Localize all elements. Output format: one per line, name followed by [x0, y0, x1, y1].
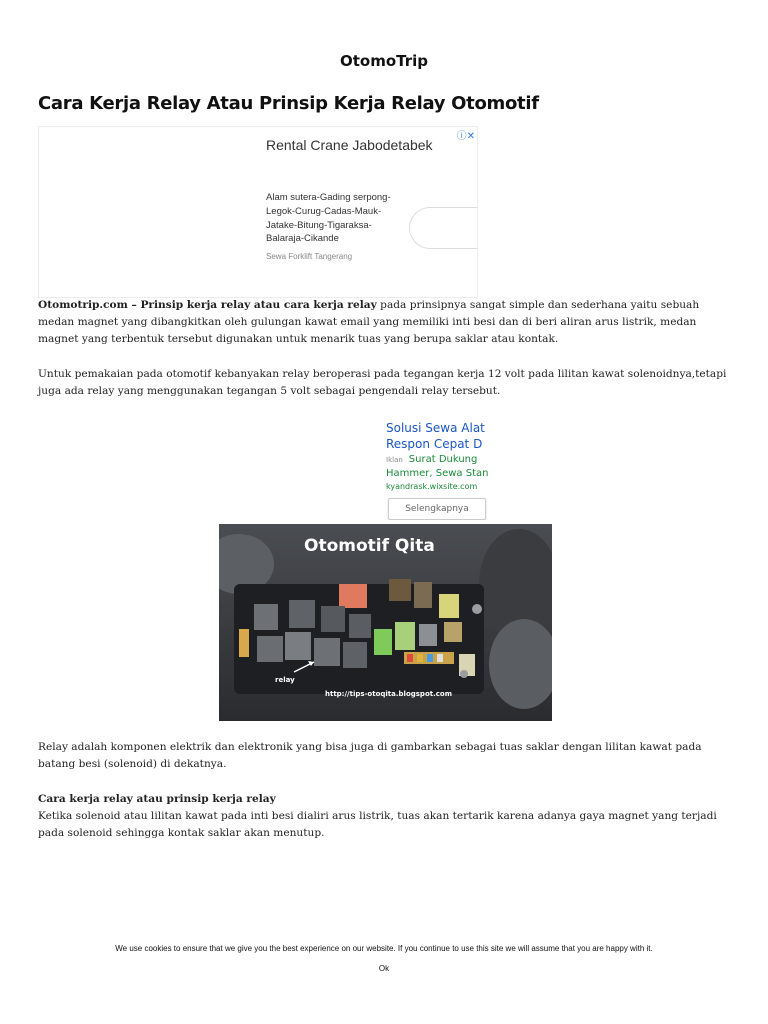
- post-title: Cara Kerja Relay Atau Prinsip Kerja Relay Otomotif: [38, 93, 539, 114]
- paragraph-voltage: Untuk pemakaian pada otomotif kebanyakan relay beroperasi pada tegangan kerja 12 volt pada lilitan kawat solenoidnya,tetapi juga ada relay yang menggunakan tegangan 5 volt sebagai pengendali relay tersebut.: [38, 368, 727, 397]
- ad-mid-line3[interactable]: Surat Dukung: [408, 454, 478, 465]
- ad-footer[interactable]: Sewa Forklift Tangerang: [266, 252, 353, 261]
- ad-body-text[interactable]: Alam sutera-Gading serpong-Legok-Curug-Cadas-Mauk-Jatake-Bitung-Tigaraksa-Balaraja-Cikande: [266, 192, 391, 245]
- photo-url: http://tips-otoqita.blogspot.com: [325, 690, 453, 698]
- paragraph-definition: Relay adalah komponen elektrik dan elektronik yang bisa juga di gambarkan sebagai tuas saklar dengan lilitan kawat pada batang besi (solenoid) di dekatnya.: [38, 741, 702, 770]
- fuse-box-photo: [219, 524, 552, 721]
- ad-learn-more-button[interactable]: Selengkapnya: [388, 498, 486, 520]
- ad-banner-top[interactable]: [38, 126, 478, 298]
- photo-watermark: Otomotif Qita: [304, 536, 435, 556]
- paragraph-intro: [38, 297, 733, 348]
- ad-headline[interactable]: Rental Crane Jabodetabek: [266, 137, 433, 153]
- ad-arrow-button[interactable]: [409, 207, 478, 249]
- photo-relay-label: relay: [275, 676, 295, 684]
- ad-mid-line4[interactable]: Hammer, Sewa Stan: [386, 468, 489, 479]
- working-text: Ketika solenoid atau lilitan kawat pada inti besi dialiri arus listrik, tuas akan tertarik karena adanya gaya magnet yang terjadi pada solenoid sehingga kontak saklar akan menutup.: [38, 810, 717, 839]
- ad-mid-url[interactable]: kyandrask.wixsite.com: [386, 482, 478, 491]
- ad-tag: Iklan: [386, 456, 403, 464]
- intro-bold[interactable]: Otomotrip.com – Prinsip kerja relay atau cara kerja relay: [38, 299, 377, 311]
- site-title[interactable]: OtomoTrip: [339, 52, 429, 70]
- intro-text: pada prinsipnya sangat simple dan sederhana yaitu sebuah medan magnet yang dibangkitkan oleh gulungan kawat email yang memiliki inti besi dan di beri aliran arus listrik, medan magnet yang terbentuk tersebut digunakan untuk menarik tuas yang berupa saklar atau kontak.: [38, 299, 700, 345]
- cookie-notice: We use cookies to ensure that we give you the best experience on our website. If you continue to use this site we will assume that you are happy with it.: [115, 944, 653, 953]
- paragraph-working: [38, 791, 733, 842]
- cookie-ok-button[interactable]: Ok: [378, 964, 390, 973]
- ad-mid-line2[interactable]: Respon Cepat D: [386, 437, 483, 451]
- adchoices-icon[interactable]: ⓘ✕: [456, 131, 475, 142]
- ad-mid-line1[interactable]: Solusi Sewa Alat: [386, 421, 485, 435]
- section-heading: Cara kerja relay atau prinsip kerja relay: [38, 793, 276, 805]
- ad-banner-mid[interactable]: [386, 420, 494, 520]
